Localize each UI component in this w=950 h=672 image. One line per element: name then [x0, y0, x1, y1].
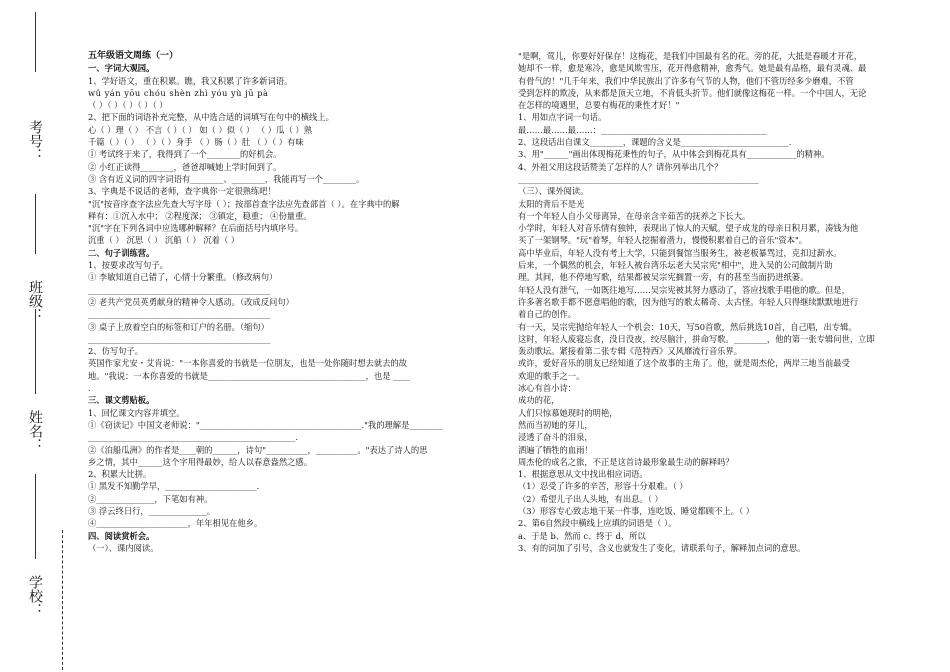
- right-text-line: 小学时，年轻人对音乐情有独钟，表现出了惊人的天赋。望子成龙的母亲日积月累，凑钱为他: [518, 223, 859, 234]
- left-text-line: 乡之情，其中______这个字用得最妙，给人以春意盎然之感。: [88, 456, 313, 467]
- left-text-line: 2、积累大比拼。: [88, 469, 152, 480]
- left-text-line: ④______________________，年年相见在他乡。: [88, 518, 263, 529]
- right-text-line: 理。其间，他不停地写歌，结果都被吴宗宪搁置一旁，有的甚至当面扔进纸篓。: [518, 272, 809, 283]
- right-text-line: "是啊，莺儿，你要好好保存！这梅花，是我们中国最有名的花。旁的花，大抵是春暖才开花，: [518, 51, 862, 61]
- right-text-line: 3、用"______"画出体现梅花秉性的句子，从中体会到梅花具有____________的精神。: [518, 149, 830, 160]
- right-text-line: 有一个年轻人自小父母离异，在母亲含辛茹苦的抚养之下长大。: [518, 210, 751, 221]
- left-text-line: 一、字词大观园。: [88, 63, 155, 74]
- left-text-line: ①《窃读记》中国文老师说："_______________________________________."我的理解是________: [88, 419, 443, 430]
- right-text-line: 1、根据意思从文中找出相应词语。: [518, 469, 648, 480]
- left-text-line: 1、学好语文，重在积累。瞧，我又积累了许多新词语。: [88, 75, 293, 86]
- left-text-line: ③ 含有近义词的四字词语有________、________，我能再写一个________。: [88, 173, 365, 184]
- right-text-line: 冰心有首小诗：: [518, 383, 577, 394]
- right-text-line: 着自己的创作。: [518, 309, 577, 320]
- left-text-line: ②______________，下笔如有神。: [88, 493, 213, 504]
- class-label: 班级：: [27, 280, 43, 322]
- left-text-line: 四、阅读赏析会。: [88, 530, 155, 541]
- right-text-line: 买了一架钢琴。"玩"着琴，年轻人挖掘着潜力，慢慢积累着自己的音乐"资本"。: [518, 235, 808, 246]
- right-text-line: 轰动歌坛。紧接着第二张专辑《范特西》又风靡流行音乐界。: [518, 346, 743, 357]
- exam-no-label: 考号：: [27, 120, 43, 162]
- fold-line: [62, 530, 63, 670]
- left-text-line: ③ 桌子上放着空白的标签和订户的名册。（缩句）: [88, 321, 270, 332]
- left-text-line: ② 老共产党员英勇献身的精神令人感动。（改成反问句）: [88, 296, 294, 307]
- right-text-line: 受到怎样的欺凌，从来都是顶天立地，不肯低头折节。他们就像这梅花一样。一个中国人，无论: [518, 87, 867, 98]
- left-text-line: ____________________________________________: [88, 284, 271, 295]
- left-text-line: 英国作家尤安・艾肯说："一本你喜爱的书就是一位朋友，也是一处你随时想去就去的故: [88, 358, 408, 369]
- right-text-line: 2、这段话出自课文________，课题的含义是__________________________.: [518, 137, 792, 148]
- left-text-line: （一）、课内阅读。: [88, 542, 159, 553]
- left-text-line: ① 李敏知道自己错了，心情十分繁重。（修改病句）: [88, 272, 278, 283]
- left-text-line: （ ）（ ）（ ）（ ）（ ）: [88, 100, 168, 111]
- left-column: [88, 50, 490, 554]
- exam-no-line[interactable]: [26, 8, 46, 108]
- right-text-line: __________________________________________________________: [518, 173, 759, 184]
- right-text-line: 许多著名歌手都不愿意唱他的歌，因为他写的歌太稀奇、太古怪。年轻人只得继续默默地进行: [518, 296, 859, 307]
- right-text-line: 周杰伦的成名之旅，不正是这首诗最形象最生动的解释吗？: [518, 456, 734, 467]
- right-text-line: （1）忍受了许多的辛苦，形容十分艰难。（ ）: [518, 481, 688, 492]
- left-text-line: 心（ ）理（ ） 不言（ ）（ ） 如（ ）似（ ） （ ）瓜（ ）熟: [88, 124, 312, 135]
- left-text-line: ③ 浮云终日行，______________。: [88, 505, 216, 516]
- right-text-line: 人们只惊慕她现时的明艳，: [518, 407, 618, 418]
- class-line[interactable]: [26, 190, 46, 270]
- name-line[interactable]: [26, 305, 46, 400]
- right-text-line: 年轻人没有泄气，一如既往地写……吴宗宪被其努力感动了，答应找歌手唱他的歌。但是，: [518, 284, 850, 295]
- school-label: 学校：: [27, 575, 43, 617]
- right-text-line: 4、外祖父用这段话赞美了怎样的人？请你列举出几个？: [518, 161, 723, 172]
- right-text-line: 这时，年轻人废寝忘食，没日没夜，绞尽脑汁，拼命写歌。________，他的第一张专辑问世，立即: [518, 333, 875, 344]
- right-text-line: 高中毕业后，年轻人没有考上大学，只能到餐馆当服务生，被老板暴骂过，克扣过薪水。: [518, 247, 842, 258]
- right-text-line: 浸透了奋斗的泪泉，: [518, 432, 593, 443]
- right-text-line: 洒遍了牺牲的血雨！: [518, 444, 593, 455]
- left-text-line: ① 考试终于来了，我得到了一个________的好机会。: [88, 149, 282, 160]
- left-text-line: 1、回忆课文内容并填空。: [88, 407, 185, 418]
- right-text-line: 有骨气的！"几千年来，我们中华民族出了许多有气节的人物，他们不管历经多少磨难，不管: [518, 75, 854, 86]
- school-line[interactable]: [26, 470, 46, 570]
- left-text-line: 三、课文剪贴板。: [88, 395, 155, 406]
- left-text-line: 地。"我说：一本你喜爱的书就是______________________________________，也是 ____: [88, 370, 410, 381]
- right-column: [518, 50, 878, 554]
- right-text-line: 她却不一样，愈是寒冷，愈是风欺雪压，花开得愈精神，愈秀气。她是最有品格，最有灵魂、最: [518, 63, 867, 74]
- right-text-line: 或许，爱好音乐的朋友已经知道了这个故事的主角了。他，就是周杰伦，两岸三地当前最受: [518, 358, 850, 369]
- right-text-line: 后来，一个偶然的机会，年轻人被台湾乐坛老大吴宗宪"相中"，进入吴的公司做制片助: [518, 260, 833, 271]
- left-text-line: ② 小红正读得________，爸爸却喊她上学时间到了。: [88, 161, 282, 172]
- left-text-line: 沉重（ ） 沉思（ ） 沉船（ ） 沉着（ ）: [88, 235, 240, 246]
- left-text-line: 3、字典是不说话的老师，查字典你一定很熟练吧！: [88, 186, 276, 197]
- left-text-line: ____________________________________________: [88, 309, 271, 320]
- left-text-line: "沉"字在下列各词中应选哪种解释？在后面括号内填序号。: [88, 223, 304, 234]
- left-text-line: wǔ yán yōu chóu shèn zhì yóu yù jū pà: [88, 87, 269, 98]
- name-label: 姓名：: [27, 410, 43, 452]
- right-text-line: 在怎样的境遇里，总要有梅花的秉性才好！": [518, 100, 680, 111]
- left-text-line: 2、仿写句子。: [88, 346, 144, 357]
- student-info-margin: [0, 0, 85, 672]
- right-text-line: 3、有的词加了引号，含义也就发生了变化，请联系句子，解释加点词的意思。: [518, 542, 806, 553]
- left-text-line: 千篇（ ）（ ） （ ）（ ）身手 （ ）肠（ ）肚 （ ）（ ）有味: [88, 137, 304, 148]
- right-text-line: 2、第6自然段中横线上应填的词语是（ ）。: [518, 518, 677, 529]
- left-text-line: 五年级语文周练（一）: [88, 51, 179, 61]
- left-text-line: 释有：①沉入水中； ②程度深； ③镇定，稳重； ④份量重。: [88, 210, 312, 221]
- left-text-line: 二、句子训练营。: [88, 247, 155, 258]
- left-text-line: ②《泊船瓜洲》的作者是____朝的______，诗句"__________，__________。"表达了诗人的思: [88, 444, 428, 455]
- right-text-line: a、于是 b、然而 c、终于 d、所以: [518, 530, 646, 541]
- left-text-line: "沉"按音序查字法应先查大写字母（ ）；按部首查字法应先查部首（ ）。在字典中的解: [88, 198, 400, 209]
- right-text-line: （3）形容专心致志地干某一件事，连吃饭、睡觉都顾不上。（ ）: [518, 505, 755, 516]
- right-text-line: 太阳的背后不是光: [518, 198, 585, 209]
- left-text-line: 1、按要求改写句子。: [88, 260, 168, 271]
- right-text-line: （三）、课外阅读。: [518, 186, 589, 197]
- right-text-line: 欢迎的歌手之一。: [518, 370, 585, 381]
- right-text-line: 1、用如点字词一句话。: [518, 112, 607, 123]
- right-text-line: 成功的花，: [518, 395, 560, 406]
- right-text-line: （2）希望儿子出人头地，有出息。（ ）: [518, 493, 663, 504]
- left-text-line: __________________________________________________.: [88, 432, 299, 443]
- left-text-line: .: [88, 383, 91, 394]
- left-text-line: 2、把下面的词语补充完整，从中选合适的词填写在句中的横线上。: [88, 112, 334, 123]
- left-text-line: ① 黑发不知勤学早，______________________.: [88, 481, 260, 492]
- left-text-line: ____________________________________________: [88, 333, 271, 344]
- right-text-line: 有一天，吴宗宪抛给年轻人一个机会：10天，写50首歌，然后挑选10首，自己唱，出专辑。: [518, 321, 857, 332]
- right-text-line: 最……最……最……：________________________________________: [518, 124, 767, 135]
- right-text-line: 然而当初她的芽儿，: [518, 419, 593, 430]
